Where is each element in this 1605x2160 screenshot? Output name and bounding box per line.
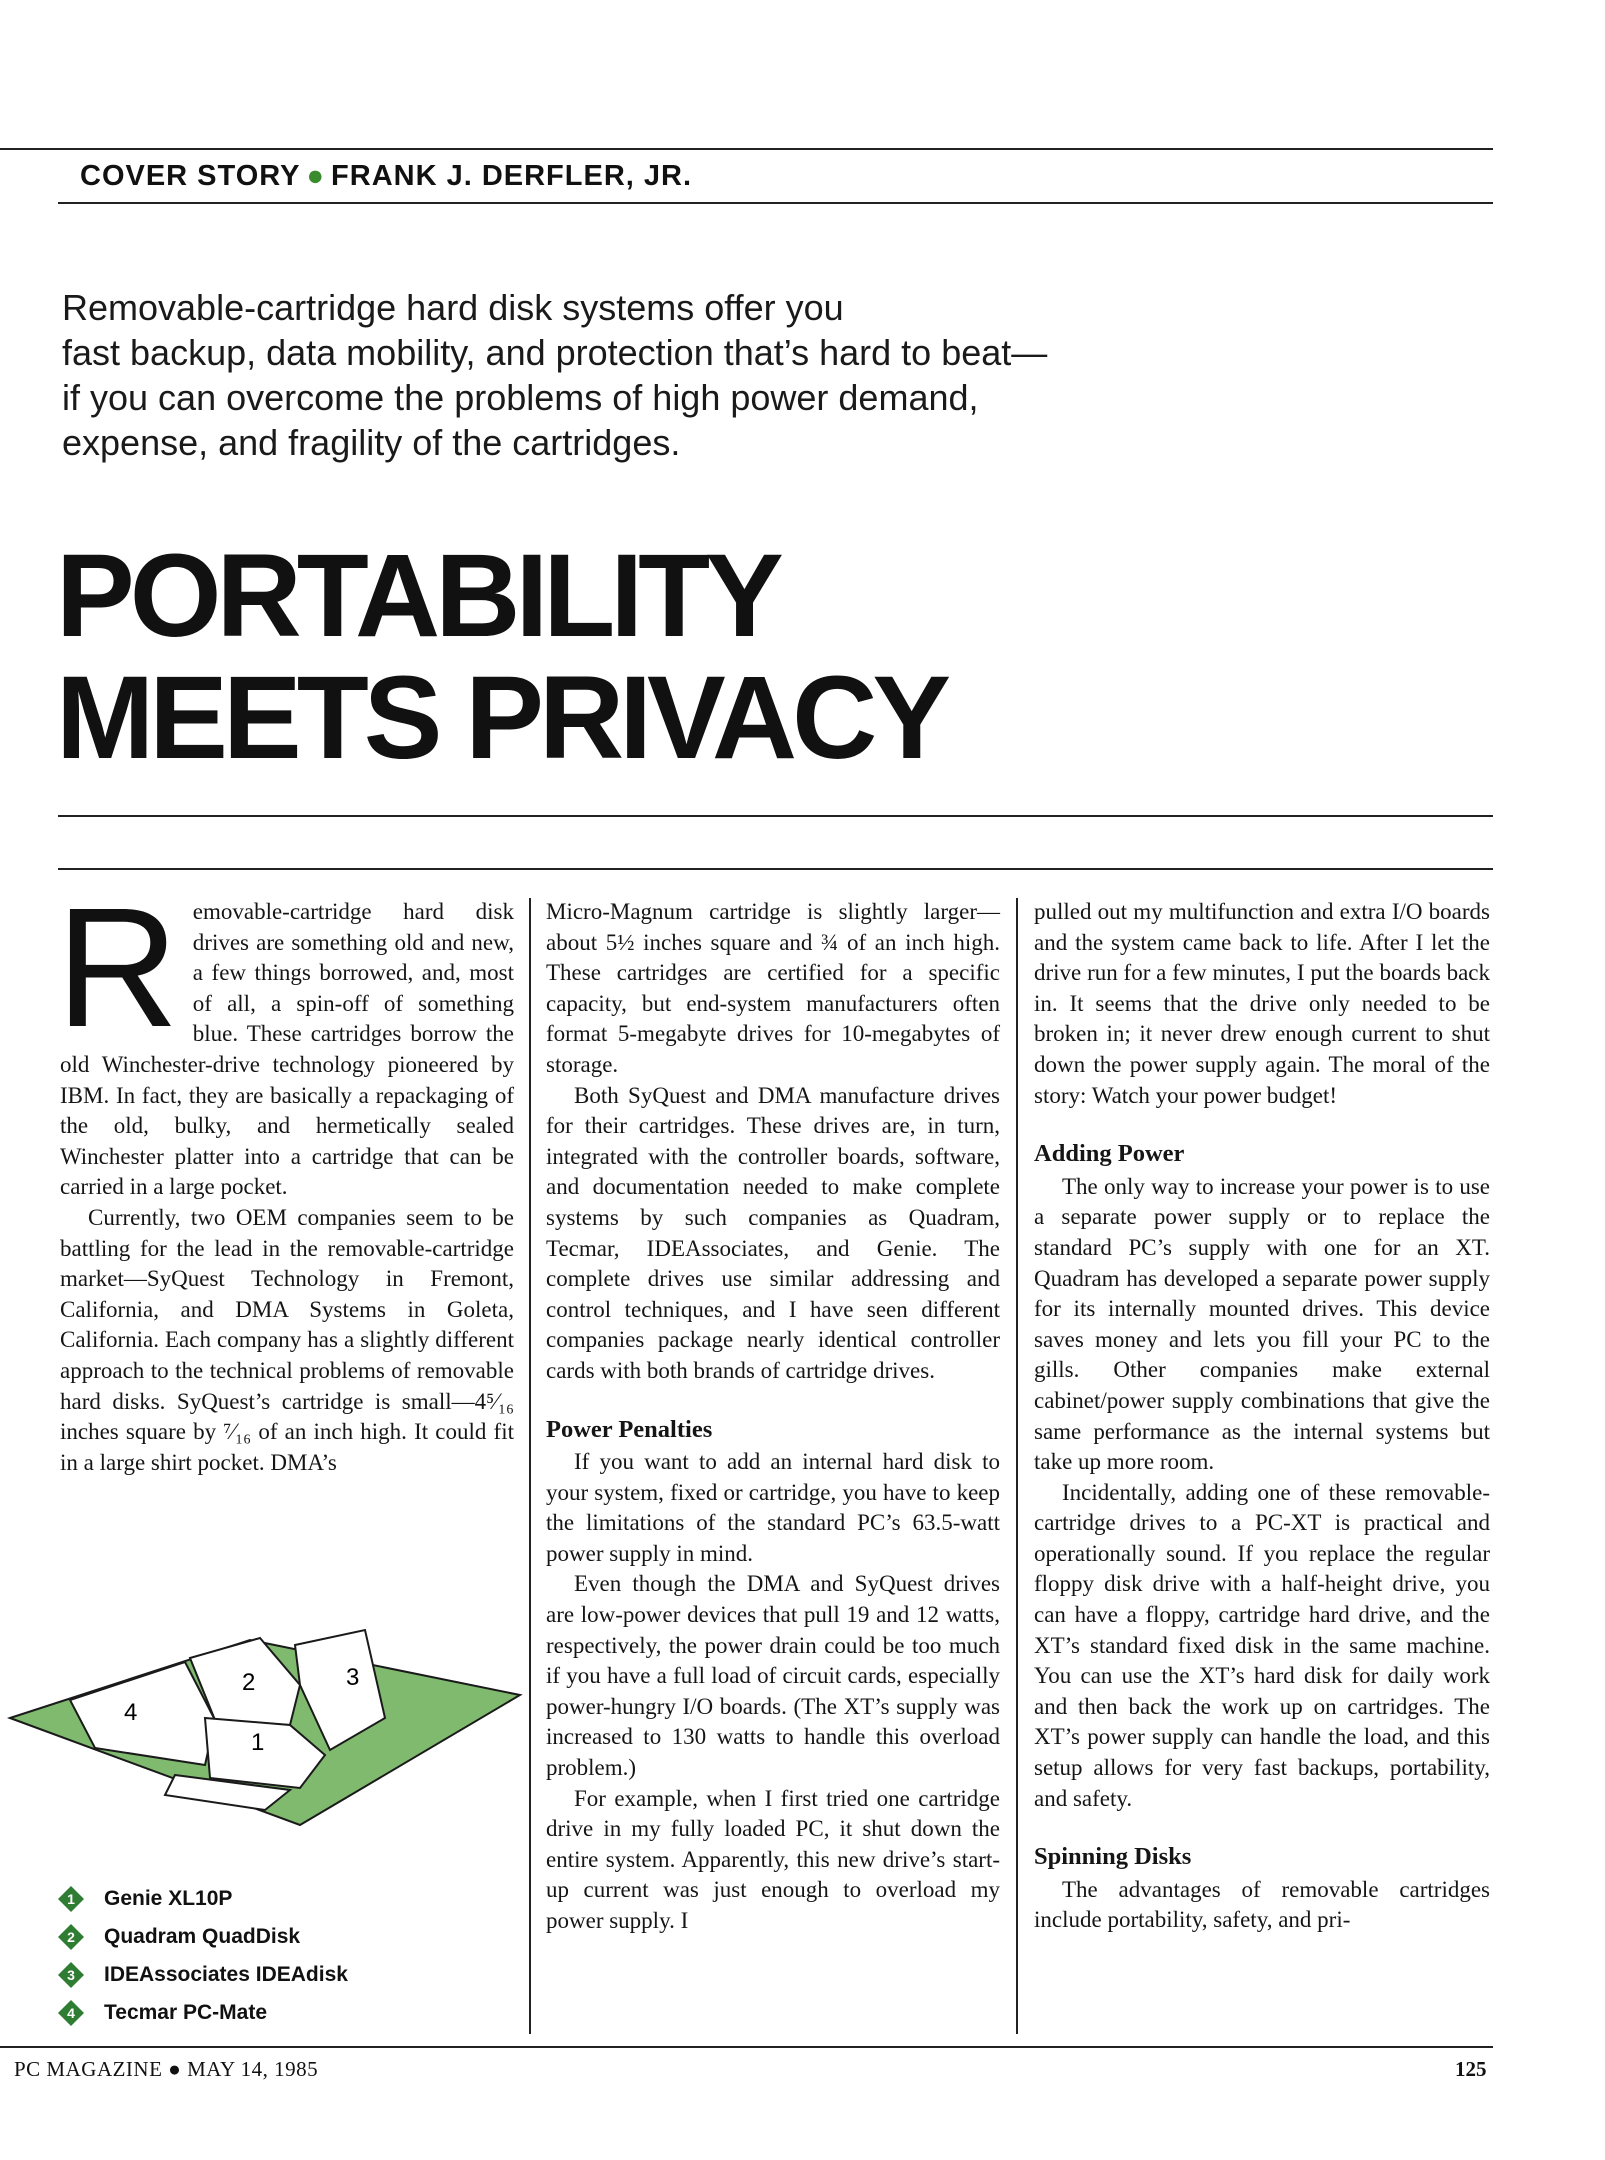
paragraph: Both SyQuest and DMA manufacture drives for their cartridges. These drives are, in turn, integrated with the controller boards, software, and documentation needed to make complete systems by such companies as Quadram, Tecmar, IDEAssociates, and Genie. The complete drives use similar addressing and control techniques, and I have seen different companies package nearly identical controller cards with both brands of cartridge drives. bbox=[546, 1082, 1000, 1383]
subheading: Adding Power bbox=[1034, 1140, 1185, 1168]
legend-number: 4 bbox=[67, 2005, 75, 2021]
bullet-icon: ● bbox=[306, 160, 326, 192]
subheading: Power Penalties bbox=[546, 1415, 713, 1443]
paragraph: If you want to add an internal hard disk to your system, fixed or cartridge, you have to keep the limitations of the standard PC’s 63.5-watt power supply in mind. bbox=[546, 1449, 1000, 1566]
drop-cap: R bbox=[56, 873, 179, 1063]
article-column-2 bbox=[546, 897, 1000, 1937]
legend-label: Genie XL10P bbox=[104, 1887, 233, 1910]
paragraph: Even though the DMA and SyQuest drives are low-power devices that pull 19 and 12 watts, respectively, the power drain could be too much if you have a full load of circuit cards, especially power-hungry I/O boards. (The XT’s supply was increased to 130 watts to handle this overload problem.) bbox=[546, 1571, 1000, 1781]
page-title bbox=[56, 530, 947, 784]
legend-marker-icon bbox=[58, 1886, 84, 1912]
article-column-3 bbox=[1034, 897, 1490, 1936]
legend-item bbox=[58, 1880, 348, 1918]
paragraph: pulled out my multifunction and extra I/O boards and the system came back to life. After I let the drive run for a few minutes, I put the boards back in. It seems that the drive only needed to be broken in; it never drew enough current to shut down the power supply again. The moral of the story: Watch your power budget! bbox=[1034, 899, 1490, 1108]
legend-item bbox=[58, 1918, 348, 1956]
legend-number: 2 bbox=[67, 1929, 75, 1945]
page-number: 125 bbox=[1455, 2057, 1487, 2081]
body-top-rule bbox=[58, 868, 1493, 870]
top-rule bbox=[0, 148, 1493, 150]
figure-label-1: 1 bbox=[251, 1729, 265, 1756]
deck-line: fast backup, data mobility, and protection that’s hard to beat— bbox=[62, 332, 1048, 373]
paragraph bbox=[56, 873, 514, 1203]
headline-rule bbox=[58, 815, 1493, 817]
article-column-1 bbox=[56, 873, 514, 1478]
cartridge-4 bbox=[70, 1662, 215, 1765]
deck-line: if you can overcome the problems of high power demand, bbox=[62, 377, 979, 418]
legend-marker-icon bbox=[58, 1924, 84, 1950]
figure-legend bbox=[58, 1880, 348, 2032]
figure-label-3: 3 bbox=[346, 1664, 360, 1691]
paragraph: The advantages of removable cartridges include portability, safety, and pri- bbox=[1034, 1876, 1490, 1933]
column-divider bbox=[1016, 898, 1018, 2034]
figure-label-2: 2 bbox=[242, 1669, 256, 1696]
legend-label: Quadram QuadDisk bbox=[104, 1925, 301, 1948]
legend-marker-icon bbox=[58, 1962, 84, 1988]
legend-item bbox=[58, 1994, 348, 2032]
legend-item bbox=[58, 1956, 348, 1994]
paragraph: Incidentally, adding one of these removable-cartridge drives to a PC-XT is practical and operationally sound. If you replace the regular floppy disk drive with a half-height drive, you can have a floppy, cartridge hard drive, and the XT’s standard fixed disk in the same machine. You can use the XT’s hard disk for daily work and then back the work up on cartridges. The XT’s power supply can handle the load, and this setup allows for very fast backups, portability, and safety. bbox=[1034, 1479, 1490, 1811]
legend-label: Tecmar PC-Mate bbox=[104, 2001, 267, 2024]
header-rule bbox=[58, 202, 1493, 204]
deck-line: Removable-cartridge hard disk systems offer you bbox=[62, 287, 844, 328]
deck-line: expense, and fragility of the cartridges. bbox=[62, 422, 681, 463]
subheading: Spinning Disks bbox=[1034, 1843, 1192, 1871]
paragraph: Micro-Magnum cartridge is slightly larger—about 5½ inches square and ¾ of an inch high. These cartridges are certified for a specific capacity, but end-system manufacturers often format 5-megabyte drives for 10-megabytes of storage. bbox=[546, 899, 1000, 1077]
cartridge-illustration bbox=[0, 1600, 530, 1830]
section-kicker bbox=[80, 160, 692, 193]
paragraph: Currently, two OEM companies seem to be battling for the lead in the removable-cartridge market—SyQuest Technology in Fremont, California, and DMA Systems in Goleta, California. Each company has a slightly different approach to the technical problems of removable hard disks. SyQuest’s cartridge is small—4⁵⁄₁₆ inches square by ⁷⁄₁₆ of an inch high. It could fit in a large shirt pocket. DMA’s bbox=[60, 1204, 514, 1475]
legend-number: 1 bbox=[67, 1891, 75, 1907]
legend-number: 3 bbox=[67, 1967, 75, 1983]
column-divider bbox=[529, 898, 531, 2034]
title-line-1: PORTABILITY bbox=[56, 530, 779, 662]
author-byline: FRANK J. DERFLER, JR. bbox=[331, 160, 693, 192]
title-line-2: MEETS PRIVACY bbox=[56, 652, 947, 784]
paragraph-text: emovable-cartridge hard disk drives are something old and new, a few things borrowed, and, most of all, a spin-off of something blue. These cartridges borrow the old Winchester-drive technology pioneered by IBM. In fact, they are basically a repackaging of the old, bulky, and hermetically sealed Winchester platter into a cartridge that can be carried in a large pocket. bbox=[60, 899, 514, 1200]
footer-publication: PC MAGAZINE ● MAY 14, 1985 bbox=[14, 2057, 319, 2081]
paragraph: For example, when I first tried one cartridge drive in my fully loaded PC, it shut down the entire system. Apparently, this new drive’s start-up current was just enough to overload my power supply. I bbox=[546, 1785, 1000, 1933]
legend-label: IDEAssociates IDEAdisk bbox=[104, 1963, 348, 1986]
paragraph: The only way to increase your power is to use a separate power supply or to replace the standard PC’s supply with one for an XT. Quadram has developed a separate power supply for its internally mounted drives. This device saves money and lets you fill your PC to the gills. Other companies make external cabinet/power supply combinations that give the same performance as the internal systems but take up more room. bbox=[1034, 1173, 1490, 1475]
section-label: COVER STORY bbox=[80, 160, 301, 192]
figure-label-4: 4 bbox=[124, 1699, 138, 1726]
deck-text bbox=[62, 285, 1172, 465]
footer-rule bbox=[0, 2046, 1493, 2048]
legend-marker-icon bbox=[58, 2000, 84, 2026]
